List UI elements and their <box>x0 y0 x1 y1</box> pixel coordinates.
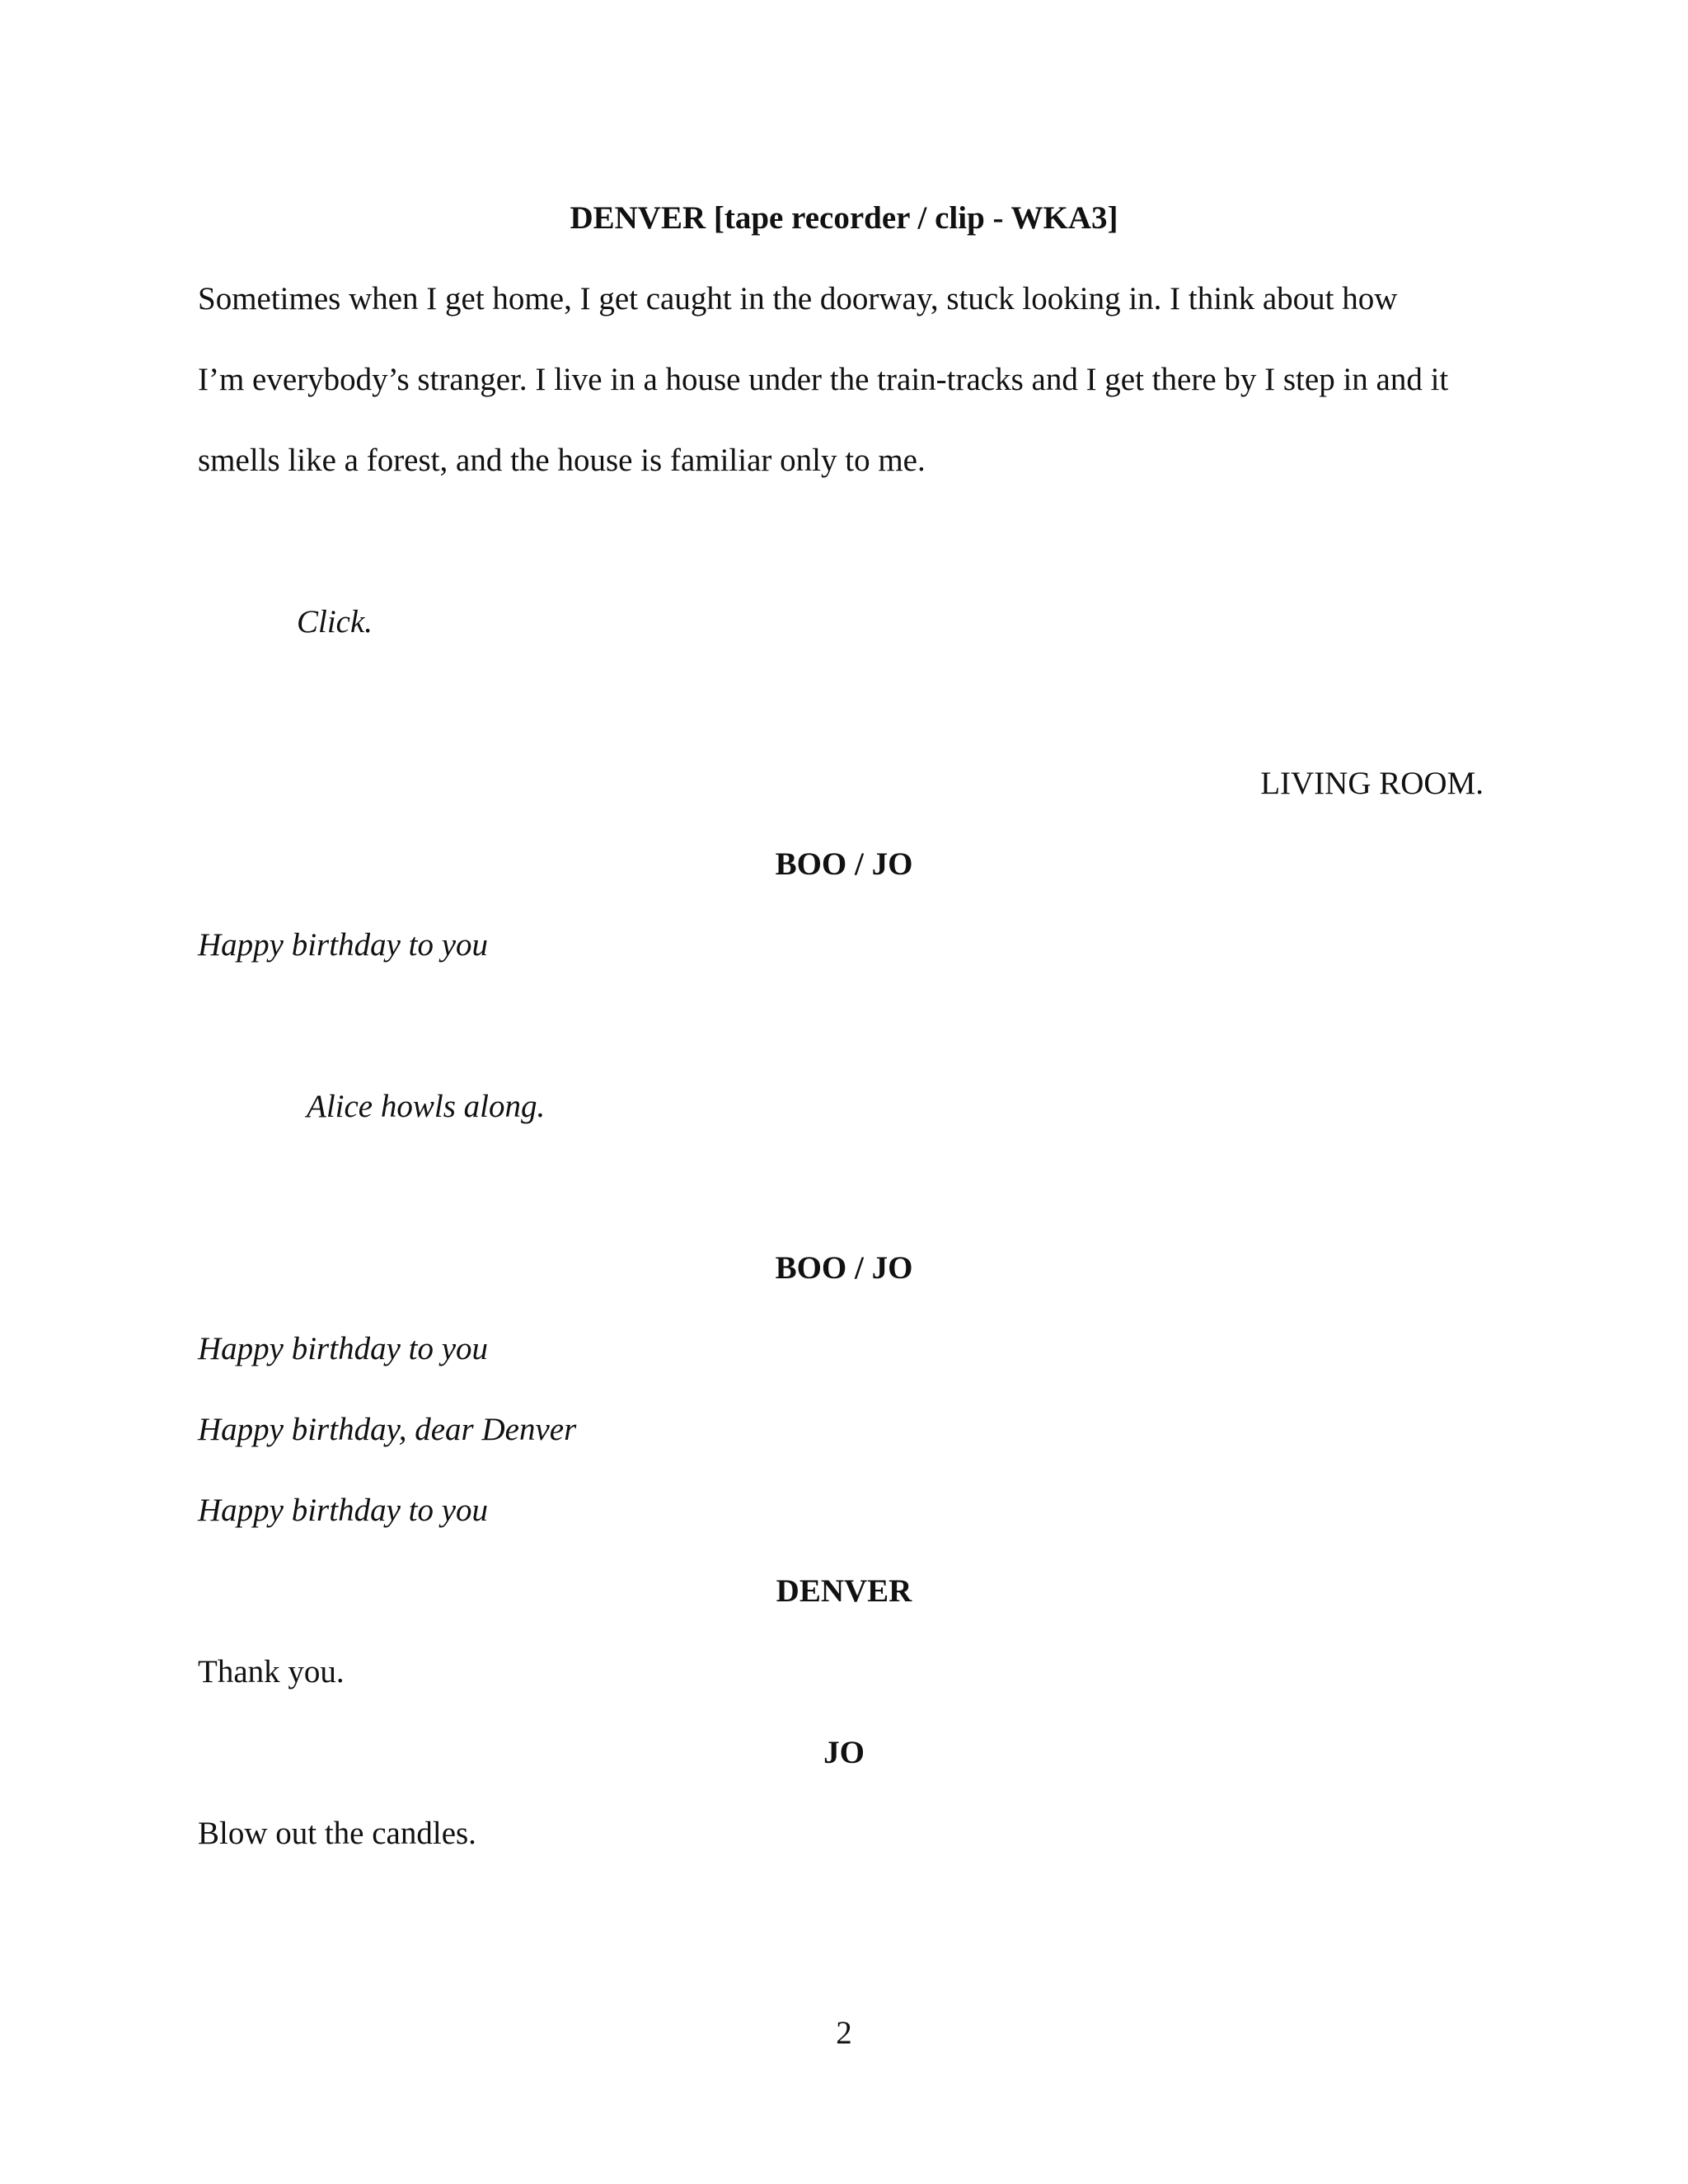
song-line-3: Happy birthday, dear Denver <box>198 1412 577 1447</box>
dialogue-blow-out-candles: Blow out the candles. <box>198 1816 476 1851</box>
character-heading-jo: JO <box>823 1735 865 1770</box>
song-line-1: Happy birthday to you <box>198 927 489 963</box>
character-heading-boo-jo-1: BOO / JO <box>775 846 913 882</box>
song-line-2: Happy birthday to you <box>198 1331 489 1366</box>
stage-direction-alice: Alice howls along. <box>307 1089 546 1124</box>
monologue-line-1: Sometimes when I get home, I get caught in the doorway, stuck looking in. I think about how <box>198 281 1398 316</box>
monologue-line-3: smells like a forest, and the house is familiar only to me. <box>198 443 926 478</box>
page-number: 2 <box>836 2015 852 2050</box>
song-line-4: Happy birthday to you <box>198 1493 489 1528</box>
scene-heading: LIVING ROOM. <box>1260 766 1484 801</box>
character-heading-boo-jo-2: BOO / JO <box>775 1250 913 1286</box>
stage-direction-click: Click. <box>297 604 373 640</box>
character-heading-denver-tape: DENVER [tape recorder / clip - WKA3] <box>570 200 1118 236</box>
character-heading-denver: DENVER <box>776 1573 912 1609</box>
monologue-line-2: I’m everybody’s stranger. I live in a house under the train-tracks and I get there by I step in and it <box>198 362 1449 397</box>
dialogue-thank-you: Thank you. <box>198 1654 345 1690</box>
